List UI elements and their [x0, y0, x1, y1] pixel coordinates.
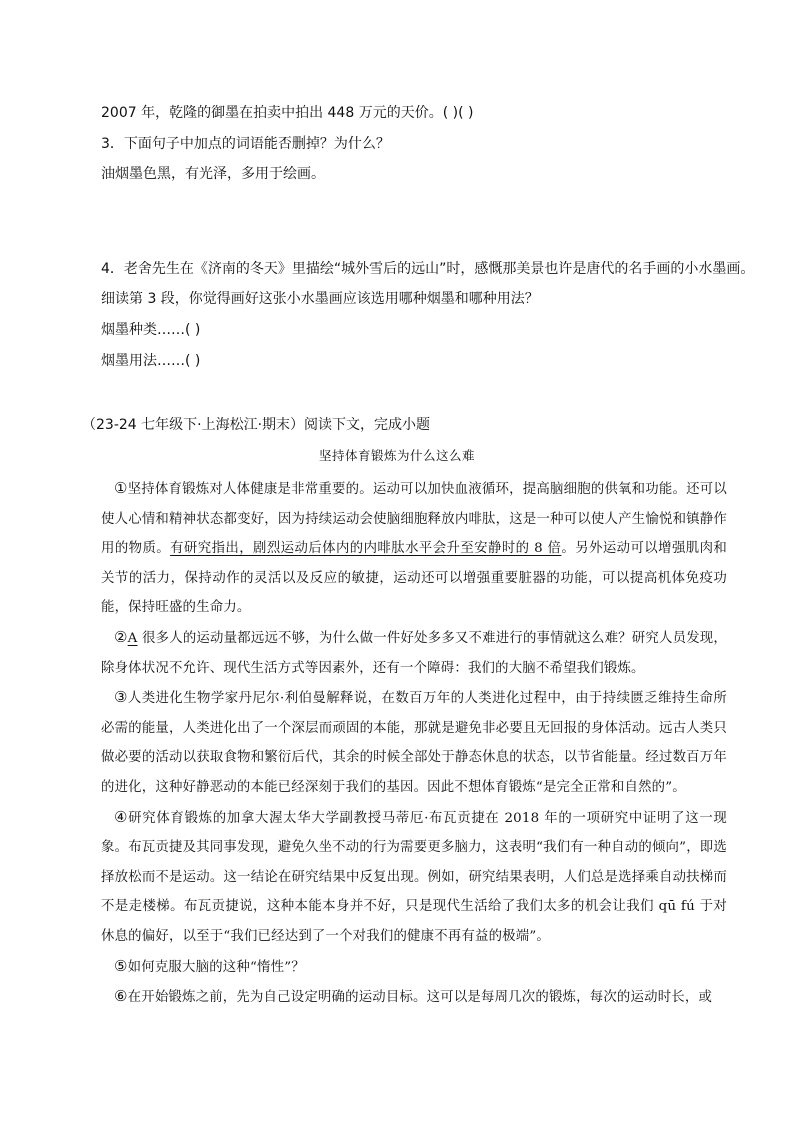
paragraph-text: 研究体育锻炼的加拿大渥太华大学副教授马蒂厄·布瓦贡捷在 2018 年的一项研究中证明了这一现象。布瓦贡捷及其同事发现，避免久坐不动的行为需要更多脑力，这表明“我们有一种自动的倾向”，即选择放松而不是运动。这一结论在研究结果中反复出现。例如，研究结果表明，人们总是选择乘自动扶梯而不是走楼梯。布瓦贡捷说，这种本能本身并不好，只是现代生活给了我们太多的机会让我们 qū fú 于对休息的偏好，以至于“我们已经达到了一个对我们的健康不再有益的极端”。 [101, 810, 727, 944]
paragraph-number: ⑥ [114, 987, 128, 1006]
paragraph-number: ① [114, 479, 128, 497]
question-3-prompt: 3．下面句子中加点的词语能否删掉？为什么？ [101, 136, 390, 152]
paragraph-1 [101, 474, 727, 623]
article-title: 坚持体育锻炼为什么这么难 [318, 448, 475, 463]
paragraph-text: 坚持体育锻炼对人体健康是非常重要的。运动可以加快血液循环，提高脑细胞的供氧和功能。还可以使人心情和精神状态都变好，因为持续运动会使脑细胞释放内啡肽，这是一种可以使人产生愉悦和镇静作用的物质。 [101, 482, 727, 557]
paragraph-number: ⑤ [114, 956, 128, 975]
paragraph-2 [101, 623, 727, 683]
paragraph-text: 人类进化生物学家丹尼尔·利伯曼解释说，在数百万年的人类进化过程中，由于持续匮乏维持生命所必需的能量，人类进化出了一个深层而顽固的本能，那就是避免非必要且无回报的身体活动。远古人类只做必要的活动以获取食物和繁衍后代，其余的时候全部处于静态休息的状态，以节省能量。经过数百万年的进化，这种好静恶动的本能已经深刻于我们的基因。因此不想体育锻炼“是完全正常和自然的”。 [101, 691, 727, 795]
question-3-sentence: 油烟墨色黑，有光泽，多用于绘画。 [101, 166, 325, 182]
question-2-tail: 2007 年，乾隆的御墨在拍卖中拍出 448 万元的天价。( )( ) [101, 105, 474, 121]
underlined-sentence: 有研究指出，剧烈运动后体内的内啡肽水平会升至安静时的 8 倍 [170, 541, 562, 557]
paragraph-text: 很多人的运动量都远远不够，为什么做一件好处多多又不难进行的事情就这么难？研究人员发现，除身体状况不允许、现代生活方式等因素外，还有一个障碍：我们的大脑不希望我们锻炼。 [101, 630, 727, 676]
paragraph-number: ④ [114, 807, 129, 826]
article-body [101, 474, 727, 1013]
paragraph-text: 如何克服大脑的这种“惰性”？ [127, 959, 305, 975]
question-4-line-2: 细读第 3 段，你觉得画好这张小水墨画应该选用哪种烟墨和哪种用法？ [101, 291, 539, 307]
question-4-ink-usage: 烟墨用法……( ) [101, 353, 201, 369]
blank-a: A [127, 630, 138, 646]
paragraph-3 [101, 683, 727, 802]
question-4-line-1: 4．老舍先生在《济南的冬天》里描绘“城外雪后的远山”时，感慨那美景也许是唐代的名手画的小水墨画。 [101, 261, 755, 277]
paragraph-5 [101, 952, 727, 983]
paragraph-number: ② [114, 627, 128, 646]
reading-source: （23-24 七年级下·上海松江·期末）阅读下文，完成小题 [82, 417, 431, 433]
paragraph-6 [101, 982, 727, 1013]
question-4-ink-kind: 烟墨种类……( ) [101, 322, 201, 338]
paragraph-number: ③ [114, 688, 128, 707]
paragraph-text: 。另外运动可以增强肌肉和关节的活力，保持动作的灵活以及反应的敏捷，运动还可以增强重要脏器的功能，可以提高机体免疫功能，保持旺盛的生命力。 [101, 541, 727, 616]
paragraph-4 [101, 803, 727, 952]
paragraph-text: 在开始锻炼之前，先为自己设定明确的运动目标。这可以是每周几次的锻炼，每次的运动时长，或 [127, 990, 713, 1006]
